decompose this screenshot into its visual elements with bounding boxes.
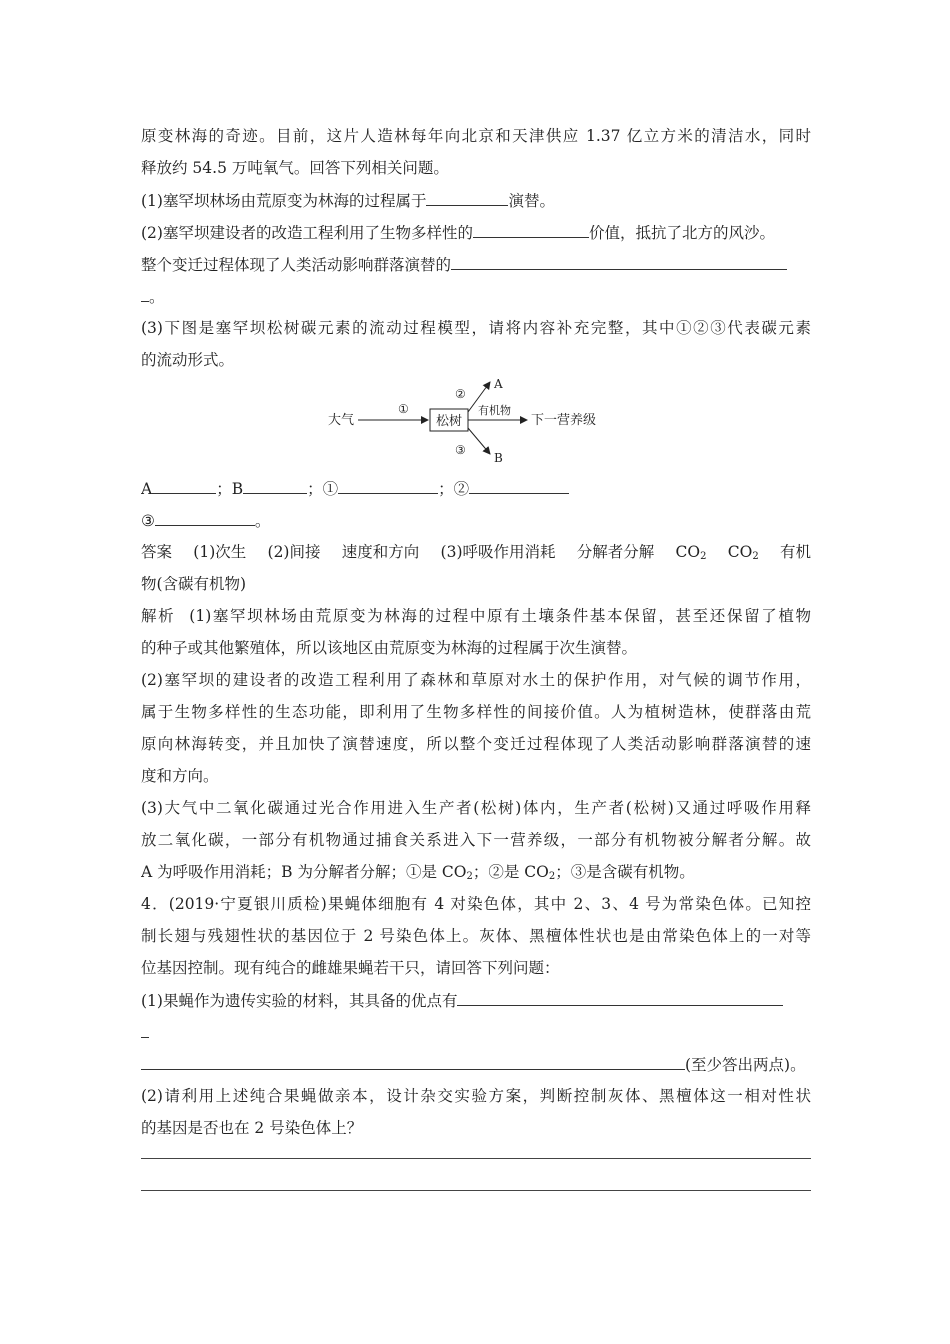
flow-mark-3: ③ bbox=[455, 443, 466, 457]
question-2 bbox=[141, 222, 811, 243]
carbon-flow-diagram bbox=[320, 376, 620, 466]
question-4-sub-1-text: (1)果蝇作为遗传实验的材料，其具备的优点有 bbox=[141, 992, 458, 1010]
answer-blank[interactable] bbox=[141, 286, 149, 302]
answer-part-6: 有机 bbox=[779, 543, 811, 561]
pine-label: 松树 bbox=[436, 414, 463, 429]
question-4-sub-1-line-3 bbox=[141, 1054, 811, 1075]
analysis-line-6: 度和方向。 bbox=[141, 767, 219, 785]
intro-line-1: 原变林海的奇迹。目前，这片人造林每年向北京和天津供应 1.37 亿立方米的清洁水，同时 bbox=[141, 127, 811, 145]
fill-3-label: ③ bbox=[141, 512, 155, 530]
answer-line-2: 物(含碳有机物) bbox=[141, 575, 247, 593]
node-a-label: A bbox=[494, 377, 503, 391]
answer-part-2: (2)间接 bbox=[267, 543, 321, 561]
analysis-line-4: 属于生物多样性的生态功能，即利用了生物多样性的间接价值。人为植树造林，使群落由荒 bbox=[141, 703, 811, 721]
answer-blank[interactable] bbox=[243, 478, 307, 494]
answer-blank[interactable] bbox=[451, 254, 787, 270]
question-1-text: (1)塞罕坝林场由荒原变为林海的过程属于 bbox=[141, 192, 427, 210]
analysis-line-8: 放二氧化碳，一部分有机物通过捕食关系进入下一营养级，一部分有机物被分解者分解。故 bbox=[141, 831, 811, 849]
question-4-sub-2-line-2: 的基因是否也在 2 号染色体上？ bbox=[141, 1119, 363, 1137]
answer-line[interactable] bbox=[141, 1158, 811, 1159]
question-2-line-3 bbox=[141, 286, 811, 307]
intro-line-2: 释放约 54.5 万吨氧气。回答下列相关问题。 bbox=[141, 159, 449, 177]
fill-a-label: A bbox=[141, 480, 153, 498]
fill-sep-b: ；B bbox=[216, 480, 244, 498]
answer-blank[interactable] bbox=[155, 510, 255, 526]
arrow-pine-to-b bbox=[468, 428, 490, 454]
analysis-line-1: 解析 (1)塞罕坝林场由荒原变为林海的过程中原有土壤条件基本保留，甚至还保留了植物 bbox=[141, 607, 811, 625]
answer-part-3: 速度和方向 bbox=[341, 543, 420, 561]
analysis-line-9: A 为呼吸作用消耗；B 为分解者分解；①是 $CO_2$；②是 $CO_2$；③是含碳有机物。 bbox=[141, 863, 695, 882]
answer-blank[interactable] bbox=[469, 478, 569, 494]
fill-sep-1: ；① bbox=[307, 480, 339, 498]
question-2-end: 。 bbox=[149, 288, 165, 306]
fill-sep-2: ；② bbox=[438, 480, 470, 498]
fill-blanks-line-1 bbox=[141, 478, 811, 499]
question-4-sub-2-line-1: (2)请利用上述纯合果蝇做亲本，设计杂交实验方案，判断控制灰体、黑檀体这一相对性状 bbox=[141, 1087, 811, 1105]
question-3-line-1: (3)下图是塞罕坝松树碳元素的流动过程模型，请将内容补充完整，其中①②③代表碳元素 bbox=[141, 319, 811, 337]
atmosphere-label: 大气 bbox=[328, 413, 355, 428]
answer-co2-1: $CO_2$ bbox=[675, 543, 707, 562]
answer-blank[interactable] bbox=[141, 1022, 149, 1038]
question-4-sub-1-end: (至少答出两点)。 bbox=[685, 1056, 806, 1074]
fill-end: 。 bbox=[254, 512, 271, 530]
question-4-line-3: 位基因控制。现有纯合的雌雄果蝇若干只，请回答下列问题： bbox=[141, 959, 560, 977]
analysis-line-7: (3)大气中二氧化碳通过光合作用进入生产者(松树)体内，生产者(松树)又通过呼吸作用释 bbox=[141, 799, 811, 817]
analysis-line-3: (2)塞罕坝的建设者的改造工程利用了森林和草原对水土的保护作用，对气候的调节作用， bbox=[141, 671, 811, 689]
answer-part-1: (1)次生 bbox=[193, 543, 247, 561]
question-4-sub-1 bbox=[141, 990, 811, 1011]
analysis-label: 解析 bbox=[141, 607, 176, 625]
next-level-label: 下一营养级 bbox=[531, 413, 597, 428]
answer-line[interactable] bbox=[141, 1190, 811, 1191]
answer-part-5: 分解者分解 bbox=[576, 543, 655, 561]
answer-label: 答案 bbox=[141, 543, 173, 561]
answer-blank[interactable] bbox=[426, 190, 508, 206]
answer-blank[interactable] bbox=[457, 990, 783, 1006]
answer-blank[interactable] bbox=[338, 478, 438, 494]
question-2-text: (2)塞罕坝建设者的改造工程利用了生物多样性的 bbox=[141, 224, 473, 242]
node-b-label: B bbox=[494, 451, 503, 465]
question-2-line-2-text: 整个变迁过程体现了人类活动影响群落演替的 bbox=[141, 256, 452, 274]
answer-blank[interactable] bbox=[141, 1054, 685, 1070]
question-2-mid: 价值，抵抗了北方的风沙。 bbox=[588, 224, 775, 242]
organic-matter-label: 有机物 bbox=[478, 404, 511, 417]
flow-mark-2: ② bbox=[455, 387, 466, 401]
question-2-line-2 bbox=[141, 254, 811, 275]
fill-blanks-line-2 bbox=[141, 510, 811, 531]
question-4-line-2: 制长翅与残翅性状的基因位于 2 号染色体上。灰体、黑檀体性状也是由常染色体上的一对等 bbox=[141, 927, 811, 945]
answer-part-4: (3)呼吸作用消耗 bbox=[440, 543, 556, 561]
answer-blank[interactable] bbox=[473, 222, 589, 238]
analysis-line-5: 原向林海转变，并且加快了演替速度，所以整个变迁过程体现了人类活动影响群落演替的速 bbox=[141, 735, 811, 753]
question-3-line-2: 的流动形式。 bbox=[141, 351, 235, 369]
question-4-sub-1-line-2 bbox=[141, 1022, 811, 1043]
answer-line-1 bbox=[141, 542, 811, 567]
analysis-line-2: 的种子或其他繁殖体，所以该地区由荒原变为林海的过程属于次生演替。 bbox=[141, 639, 638, 657]
answer-co2-2: $CO_2$ bbox=[727, 543, 759, 562]
answer-blank[interactable] bbox=[152, 478, 216, 494]
question-4-line-1: 4．(2019·宁夏银川质检)果蝇体细胞有 4 对染色体，其中 2、3、4 号为常染色体。已知控 bbox=[141, 895, 811, 913]
flow-mark-1: ① bbox=[398, 402, 409, 416]
question-1 bbox=[141, 190, 811, 211]
question-1-suffix: 演替。 bbox=[508, 192, 555, 210]
